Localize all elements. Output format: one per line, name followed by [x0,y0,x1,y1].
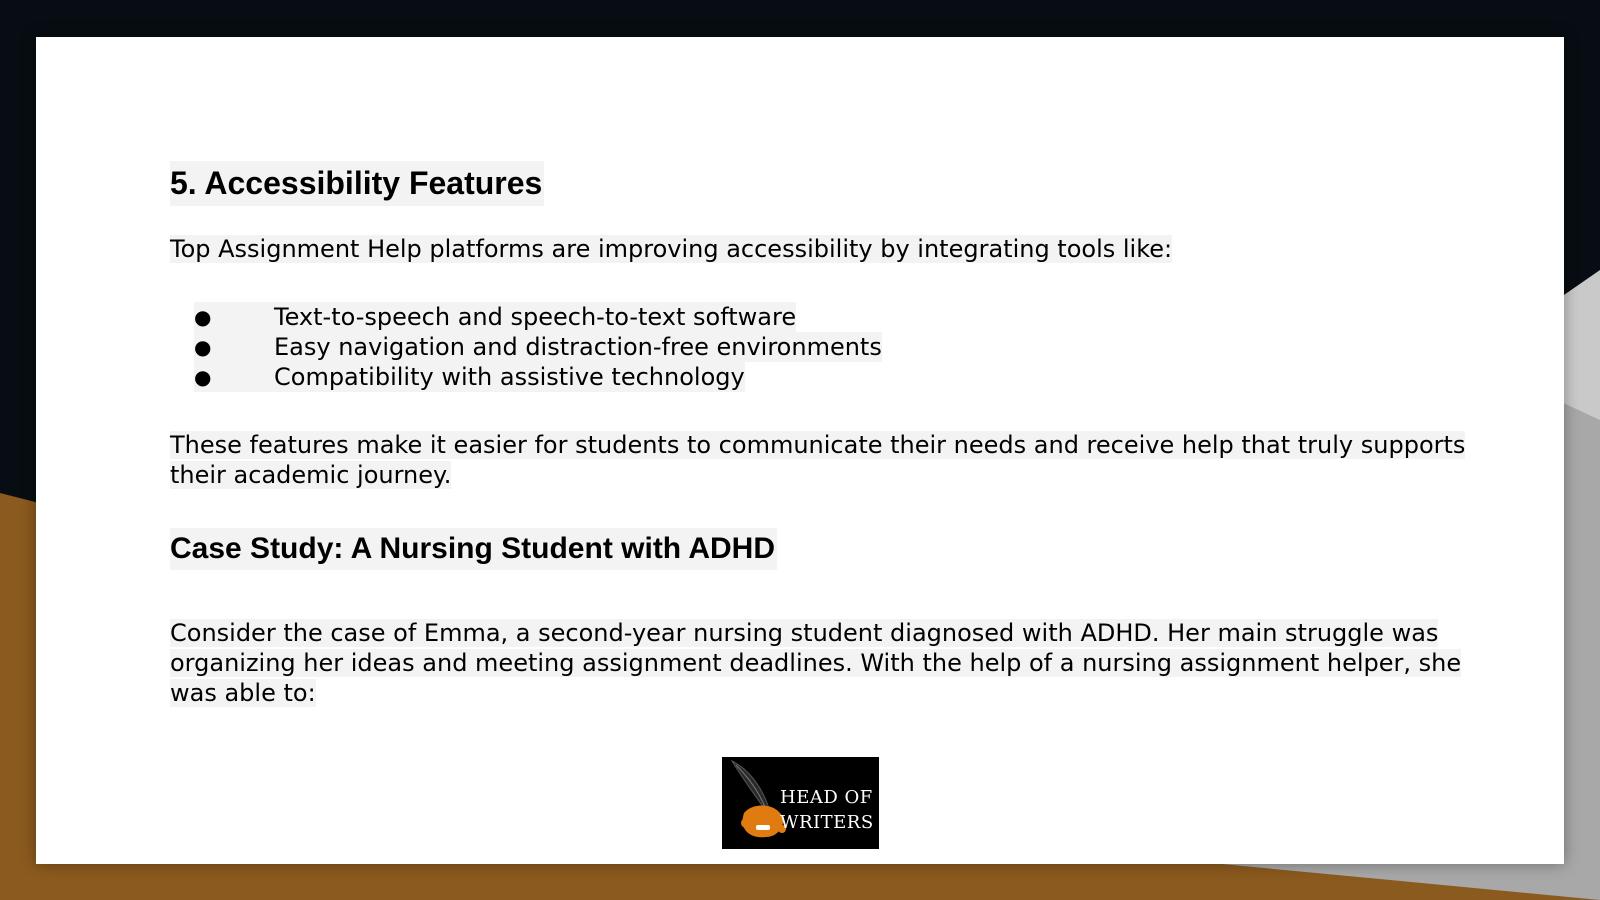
section-closing [170,430,1470,490]
section-intro [170,234,1470,264]
case-study-heading: Case Study: A Nursing Student with ADHD [170,528,777,570]
section-heading: 5. Accessibility Features [170,161,544,206]
section-closing-text: These features make it easier for students to communicate their needs and receive help that truly supports their academic journey. [170,431,1466,489]
slide-page [36,37,1564,864]
feature-list [170,302,1470,392]
case-study-body-text: Consider the case of Emma, a second-year nursing student diagnosed with ADHD. Her main struggle was organizing her ideas and meeting assignment deadlines. With the help of a nursing assignment helper, she was able to: [170,619,1462,707]
head-of-writers-logo [722,757,879,849]
list-item-text: Easy navigation and distraction-free environments [274,333,882,361]
section-intro-text: Top Assignment Help platforms are improving accessibility by integrating tools like: [170,235,1173,263]
list-item [194,362,1470,392]
logo-wordmark [780,785,874,835]
list-item-text: Compatibility with assistive technology [274,363,745,391]
bullet-icon: ● [194,362,274,392]
logo-line-2: WRITERS [780,812,874,833]
logo-line-1: HEAD OF [780,787,873,808]
bullet-icon: ● [194,332,274,362]
case-study-body [170,618,1470,708]
bullet-icon: ● [194,302,274,332]
list-item-text: Text-to-speech and speech-to-text software [274,303,797,331]
list-item [194,302,1470,332]
slide-content [170,161,1470,708]
list-item [194,332,1470,362]
